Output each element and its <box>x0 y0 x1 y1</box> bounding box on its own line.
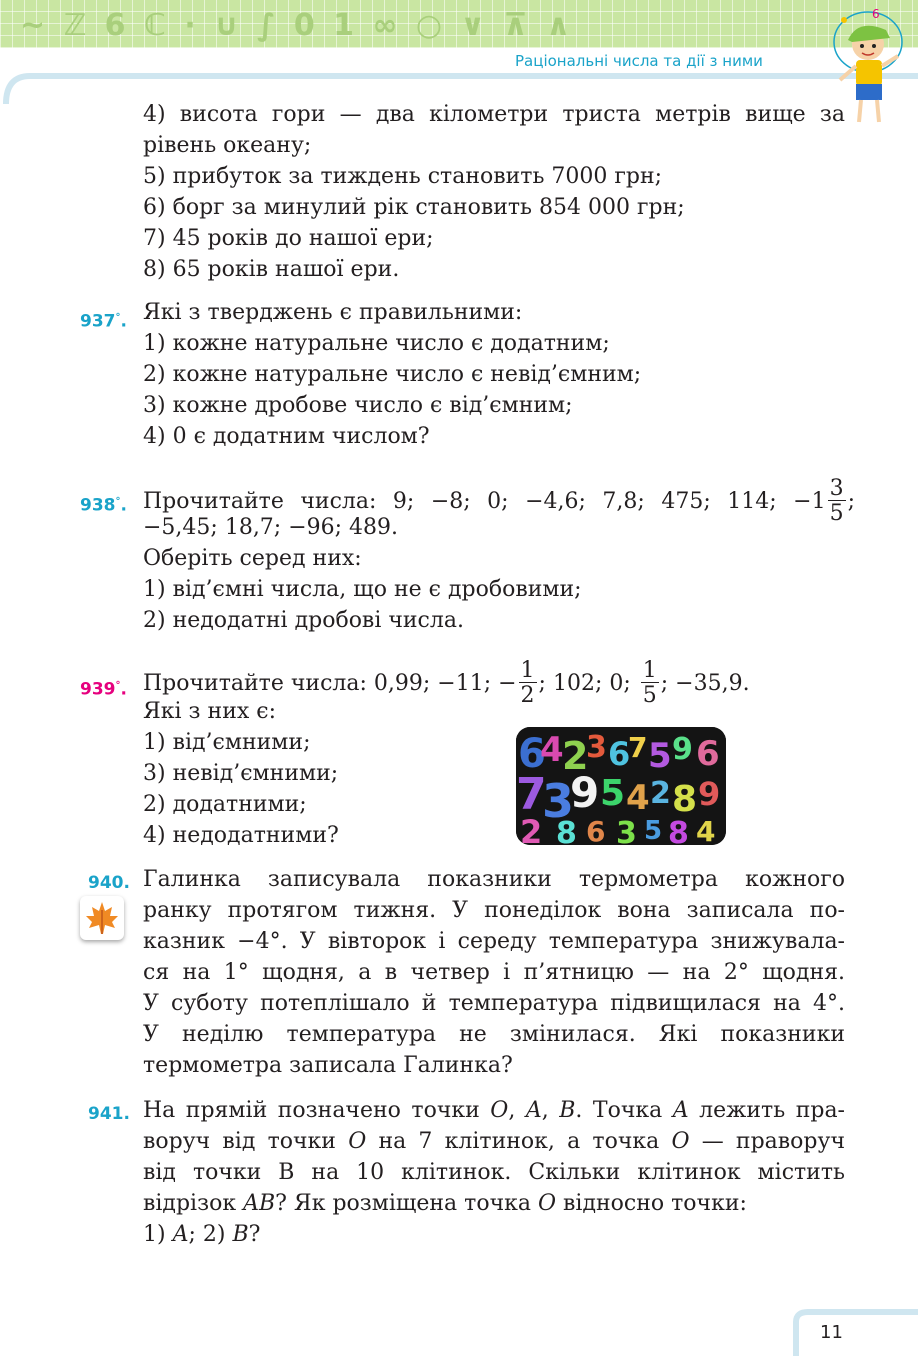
svg-text:8: 8 <box>556 816 577 845</box>
svg-text:7: 7 <box>628 731 648 764</box>
svg-text:2: 2 <box>520 813 543 845</box>
svg-text:6: 6 <box>608 735 631 773</box>
page-number-tab <box>790 1308 918 1356</box>
svg-text:5: 5 <box>648 736 672 776</box>
list-item: 1) від’ємними; <box>143 730 311 755</box>
task-939-numbers-b: ; 102; 0; <box>538 670 631 696</box>
list-item: 3) кожне дробове число є від’ємним; <box>143 393 573 418</box>
task-940-text-line: Галинка записувала показники термометра кожного <box>143 867 845 892</box>
svg-text:3: 3 <box>616 816 637 845</box>
task-937-question: Які з тверджень є правильними: <box>143 300 523 325</box>
task-938-numbers-cont: −5,45; 18,7; −96; 489. <box>143 515 399 540</box>
svg-text:4: 4 <box>696 815 716 845</box>
header-curve <box>0 44 918 104</box>
list-item: 3) невід’ємними; <box>143 761 339 786</box>
task-940-text-line: термометра записала Галинка? <box>143 1053 513 1078</box>
list-item: 4) 0 є додатним числом? <box>143 424 430 449</box>
task-940-text-line: казник −4°. У вівторок і середу температура знижувала- <box>143 929 845 954</box>
fraction-one-fifth: $\frac{1}{5}$ <box>642 657 657 708</box>
semicolon: ; <box>847 488 855 514</box>
maple-leaf-icon <box>80 896 124 940</box>
task-938-numbers: Прочитайте числа: 9; −8; 0; −4,6; 7,8; 475; 114; −1 <box>143 488 826 514</box>
list-item: 8) 65 років нашої ери. <box>143 257 400 282</box>
svg-text:5: 5 <box>644 816 663 845</box>
task-940-text-line: ся на 1° щодня, а в четвер і п’ятницю — на 2° щодня. <box>143 960 845 985</box>
svg-text:6: 6 <box>518 731 546 777</box>
svg-text:2: 2 <box>562 734 589 778</box>
task-940-text-line: ранку протягом тижня. У понеділок вона записала по- <box>143 898 845 923</box>
task-941-text-line: 1) A; 2) B? <box>143 1222 261 1247</box>
list-item: 1) від’ємні числа, що не є дробовими; <box>143 577 582 602</box>
list-item: 6) борг за минулий рік становить 854 000 грн; <box>143 195 685 220</box>
svg-text:4: 4 <box>540 730 564 770</box>
task-940-text-line: У суботу потеплішало й температура підвищилася на 4°. <box>143 991 845 1016</box>
svg-text:3: 3 <box>542 774 575 828</box>
svg-text:9: 9 <box>672 732 693 767</box>
list-item: 2) кожне натуральне число є невід’ємним; <box>143 362 642 387</box>
header-decoration: ~ ℤ 6 ℂ ⋅ ∪ ∫ 0 1 ∞ ○ ∨ ⊼ ∧ <box>0 0 918 48</box>
list-item: 4) висота гори — два кілометри триста метрів вище за <box>143 102 845 127</box>
chapter-title: Раціональні числа та дії з ними <box>515 52 763 70</box>
task-941-text-line: від точки B на 10 клітинок. Скільки клітинок містить <box>143 1160 845 1185</box>
task-941-text-line: На прямій позначено точки O, A, B. Точка A лежить пра- <box>143 1098 845 1123</box>
task-938-number: 938°. <box>80 495 127 516</box>
numbers-illustration <box>516 727 726 845</box>
svg-text:3: 3 <box>586 730 607 765</box>
mascot-badge: 6 <box>872 7 880 21</box>
task-938-instruction: Оберіть серед них: <box>143 546 362 571</box>
task-939-numbers-a: Прочитайте числа: 0,99; −11; − <box>143 670 517 696</box>
svg-text:8: 8 <box>668 816 689 845</box>
page-number: 11 <box>820 1322 843 1343</box>
task-941-number: 941. <box>88 1104 130 1124</box>
svg-text:9: 9 <box>570 768 600 817</box>
task-939-number: 939°. <box>80 679 127 700</box>
svg-text:2: 2 <box>650 776 671 811</box>
svg-text:5: 5 <box>600 773 626 814</box>
svg-text:4: 4 <box>626 778 650 818</box>
svg-text:6: 6 <box>696 734 720 774</box>
svg-text:9: 9 <box>698 775 721 813</box>
task-939-question: Які з них є: <box>143 699 276 724</box>
task-940-number: 940. <box>88 873 130 893</box>
list-item: 4) недодатними? <box>143 823 339 848</box>
list-item: 1) кожне натуральне число є додатним; <box>143 331 610 356</box>
task-939-numbers-c: ; −35,9. <box>660 670 750 696</box>
fraction-three-fifths: $\frac{3}{5}$ <box>829 475 844 526</box>
list-item: рівень океану; <box>143 133 312 158</box>
task-937-number: 937°. <box>80 311 127 332</box>
list-item: 5) прибуток за тиждень становить 7000 грн; <box>143 164 663 189</box>
task-940-text-line: У неділю температура не змінилася. Які показники <box>143 1022 845 1047</box>
list-item: 7) 45 років до нашої ери; <box>143 226 434 251</box>
colorful-numbers-image <box>516 727 726 845</box>
task-941-text-line: воруч від точки O на 7 клітинок, а точка O — праворуч <box>143 1129 845 1154</box>
svg-text:6: 6 <box>586 815 606 845</box>
list-item: 2) додатними; <box>143 792 307 817</box>
svg-text:8: 8 <box>672 779 698 820</box>
svg-text:7: 7 <box>516 769 547 820</box>
task-941-text-line: відрізок AB? Як розміщена точка O відносно точки: <box>143 1191 747 1216</box>
list-item: 2) недодатні дробові числа. <box>143 608 464 633</box>
fraction-one-half: $\frac{1}{2}$ <box>520 657 535 708</box>
